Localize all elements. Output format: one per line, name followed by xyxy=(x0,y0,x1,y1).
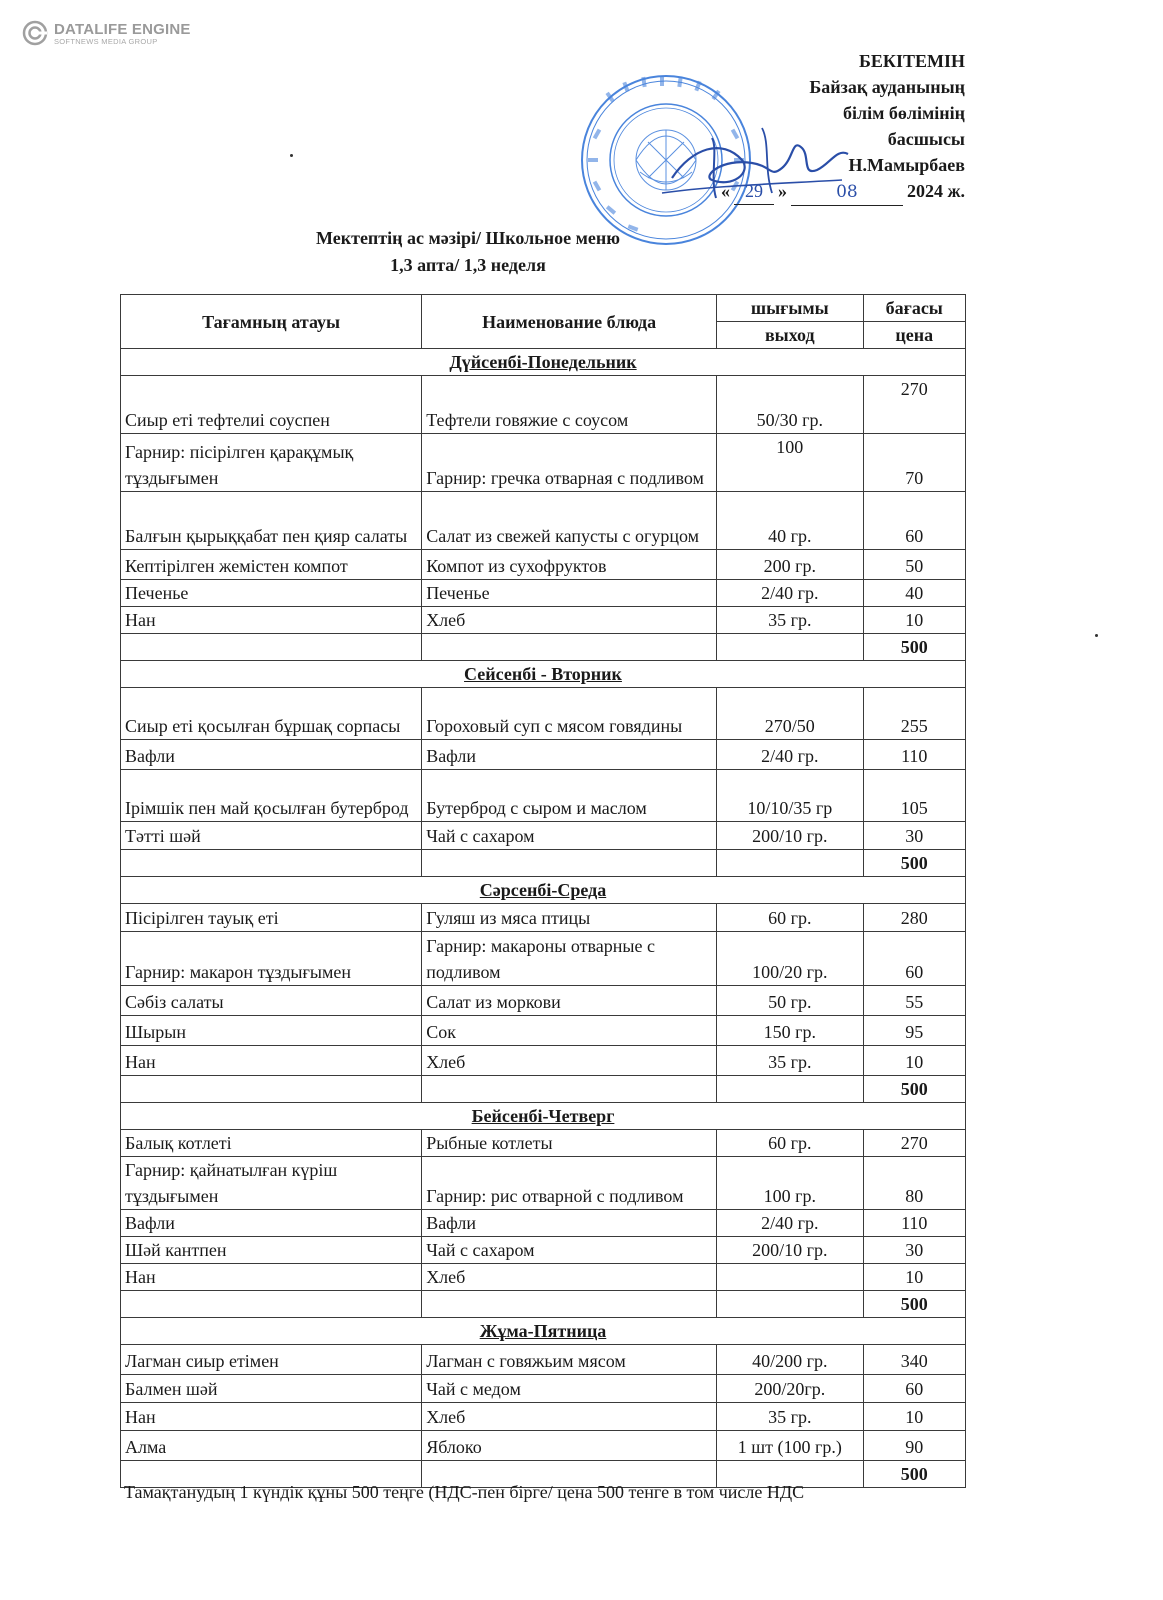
dish-output: 35 гр. xyxy=(717,607,863,634)
dish-output: 150 гр. xyxy=(717,1016,863,1046)
dish-price: 280 xyxy=(863,904,966,932)
document-subtitle: 1,3 апта/ 1,3 неделя xyxy=(390,255,546,275)
day-name xyxy=(121,1318,966,1345)
dish-name-ru: Бутерброд с сыром и маслом xyxy=(422,770,717,822)
dish-name-ru: Хлеб xyxy=(422,607,717,634)
dish-name-ru: Вафли xyxy=(422,1210,717,1237)
header-output-kz: шығымы xyxy=(717,295,863,322)
dish-name-ru: Яблоко xyxy=(422,1431,717,1461)
dish-name-ru: Рыбные котлеты xyxy=(422,1130,717,1157)
dish-price: 30 xyxy=(863,1237,966,1264)
approval-heading: БЕКІТЕМІН xyxy=(859,51,965,71)
dish-name-kz: Тәтті шәй xyxy=(121,822,422,850)
blank-cell xyxy=(121,1291,422,1318)
table-row xyxy=(121,434,966,492)
dish-output: 100/20 гр. xyxy=(717,932,863,986)
dish-output: 100 гр. xyxy=(717,1157,863,1210)
table-row xyxy=(121,1016,966,1046)
approval-line-1: Байзақ ауданының xyxy=(809,77,965,97)
dish-output: 40/200 гр. xyxy=(717,1345,863,1375)
blank-cell xyxy=(121,634,422,661)
table-row xyxy=(121,1345,966,1375)
dish-name-kz: Балғын қырыққабат пен қияр салаты xyxy=(121,492,422,550)
blank-cell xyxy=(121,1076,422,1103)
dish-name-ru: Компот из сухофруктов xyxy=(422,550,717,580)
table-row xyxy=(121,986,966,1016)
day-header-row xyxy=(121,661,966,688)
dish-output: 50 гр. xyxy=(717,986,863,1016)
dish-name-ru: Чай с сахаром xyxy=(422,822,717,850)
dish-output: 200/10 гр. xyxy=(717,1237,863,1264)
table-row xyxy=(121,1431,966,1461)
dish-output: 200 гр. xyxy=(717,550,863,580)
datalife-logo-icon xyxy=(22,20,48,46)
dish-output: 2/40 гр. xyxy=(717,1210,863,1237)
dish-name-ru: Лагман с говяжьим мясом xyxy=(422,1345,717,1375)
dish-name-kz: Гарнир: макарон тұздығымен xyxy=(121,932,422,986)
blank-cell xyxy=(121,850,422,877)
dish-price: 80 xyxy=(863,1157,966,1210)
dish-name-ru: Хлеб xyxy=(422,1403,717,1431)
header-price-ru: цена xyxy=(863,322,966,349)
dish-name-kz: Нан xyxy=(121,1046,422,1076)
dish-name-kz: Сиыр еті тефтелиі соуспен xyxy=(121,376,422,434)
blank-cell xyxy=(422,1291,717,1318)
dish-name-kz: Нан xyxy=(121,1403,422,1431)
dish-price: 110 xyxy=(863,740,966,770)
footer-note: Тамақтанудың 1 күндік құны 500 теңге (НДС-пен бірге/ цена 500 тенге в том числе НДС xyxy=(124,1482,805,1502)
dish-name-ru: Печенье xyxy=(422,580,717,607)
dish-price: 50 xyxy=(863,550,966,580)
document-title: Мектептің ас мәзірі/ Школьное меню xyxy=(315,228,621,248)
dish-name-kz: Сәбіз салаты xyxy=(121,986,422,1016)
table-row xyxy=(121,376,966,434)
day-header-row xyxy=(121,1103,966,1130)
menu-table xyxy=(120,294,966,1488)
dish-name-kz: Ірімшік пен май қосылған бутерброд xyxy=(121,770,422,822)
table-row xyxy=(121,932,966,986)
dish-price: 60 xyxy=(863,1375,966,1403)
dish-name-ru: Чай с сахаром xyxy=(422,1237,717,1264)
dish-price: 255 xyxy=(863,688,966,740)
table-row xyxy=(121,492,966,550)
table-row xyxy=(121,1210,966,1237)
dish-name-kz: Пісірілген тауық еті xyxy=(121,904,422,932)
dish-price: 10 xyxy=(863,1264,966,1291)
table-row xyxy=(121,740,966,770)
dish-name-ru: Тефтели говяжие с соусом xyxy=(422,376,717,434)
scan-speck xyxy=(1095,634,1098,637)
dish-output: 60 гр. xyxy=(717,904,863,932)
dish-output: 200/20гр. xyxy=(717,1375,863,1403)
day-name xyxy=(121,349,966,376)
dish-name-ru: Гуляш из мяса птицы xyxy=(422,904,717,932)
approval-line-3: басшысы xyxy=(887,129,965,149)
blank-cell xyxy=(717,1291,863,1318)
dish-price: 105 xyxy=(863,770,966,822)
day-name xyxy=(121,1103,966,1130)
dish-price: 60 xyxy=(863,492,966,550)
table-row xyxy=(121,550,966,580)
dish-price: 70 xyxy=(863,434,966,492)
blank-cell xyxy=(422,850,717,877)
menu-body xyxy=(121,349,966,1488)
dish-name-ru: Салат из свежей капусты с огурцом xyxy=(422,492,717,550)
dish-name-ru: Салат из моркови xyxy=(422,986,717,1016)
dish-name-ru: Гарнир: рис отварной с подливом xyxy=(422,1157,717,1210)
dish-price: 10 xyxy=(863,607,966,634)
dish-name-kz: Нан xyxy=(121,607,422,634)
dish-name-kz: Балық котлеті xyxy=(121,1130,422,1157)
dish-name-kz: Печенье xyxy=(121,580,422,607)
dish-price: 270 xyxy=(863,376,966,434)
dish-price: 60 xyxy=(863,932,966,986)
dish-name-kz: Гарнир: қайнатылған күріш тұздығымен xyxy=(121,1157,422,1210)
day-name-label: Жұма-Пятница xyxy=(479,1321,607,1341)
dish-name-kz: Лагман сиыр етімен xyxy=(121,1345,422,1375)
dish-output: 35 гр. xyxy=(717,1046,863,1076)
dish-name-kz: Шырын xyxy=(121,1016,422,1046)
day-total-row xyxy=(121,634,966,661)
table-row xyxy=(121,1157,966,1210)
table-row xyxy=(121,607,966,634)
day-total-row xyxy=(121,850,966,877)
date-day: 29 xyxy=(734,178,774,205)
dish-name-kz: Алма xyxy=(121,1431,422,1461)
dish-name-kz: Кептірілген жемістен компот xyxy=(121,550,422,580)
table-row xyxy=(121,770,966,822)
dish-output: 2/40 гр. xyxy=(717,740,863,770)
dish-output: 50/30 гр. xyxy=(717,376,863,434)
dish-price: 10 xyxy=(863,1046,966,1076)
dish-name-kz: Гарнир: пісірілген қарақұмық тұздығымен xyxy=(121,434,422,492)
table-row xyxy=(121,822,966,850)
day-total: 500 xyxy=(863,850,966,877)
dish-price: 10 xyxy=(863,1403,966,1431)
date-month: 08 xyxy=(791,179,903,206)
dish-output xyxy=(717,1264,863,1291)
dish-output: 1 шт (100 гр.) xyxy=(717,1431,863,1461)
dish-output: 2/40 гр. xyxy=(717,580,863,607)
blank-cell xyxy=(717,850,863,877)
dish-name-kz: Вафли xyxy=(121,1210,422,1237)
day-name xyxy=(121,877,966,904)
approval-name: Н.Мамырбаев xyxy=(848,155,965,175)
dish-name-kz: Шәй кантпен xyxy=(121,1237,422,1264)
header-output-ru: выход xyxy=(717,322,863,349)
date-year: 2024 ж. xyxy=(906,181,965,201)
approval-line-2: білім бөлімінің xyxy=(843,103,965,123)
table-row xyxy=(121,1130,966,1157)
dish-output: 10/10/35 гр xyxy=(717,770,863,822)
table-row xyxy=(121,1237,966,1264)
dish-price: 95 xyxy=(863,1016,966,1046)
table-row xyxy=(121,1264,966,1291)
dish-output: 100 xyxy=(717,434,863,492)
dish-price: 40 xyxy=(863,580,966,607)
day-name-label: Сейсенбі - Вторник xyxy=(464,664,622,684)
dish-name-kz: Вафли xyxy=(121,740,422,770)
dish-output: 40 гр. xyxy=(717,492,863,550)
day-total-row xyxy=(121,1076,966,1103)
table-row xyxy=(121,904,966,932)
dish-name-ru: Гарнир: макароны отварные с подливом xyxy=(422,932,717,986)
day-total: 500 xyxy=(863,1461,966,1488)
day-header-row xyxy=(121,877,966,904)
header-ru: Наименование блюда xyxy=(422,295,717,349)
dish-price: 340 xyxy=(863,1345,966,1375)
day-name-label: Бейсенбі-Четверг xyxy=(471,1106,615,1126)
dish-price: 270 xyxy=(863,1130,966,1157)
table-header-row xyxy=(121,295,966,322)
approval-date xyxy=(721,178,965,206)
dish-output: 270/50 xyxy=(717,688,863,740)
day-total: 500 xyxy=(863,1076,966,1103)
dish-price: 110 xyxy=(863,1210,966,1237)
day-total: 500 xyxy=(863,634,966,661)
date-quote-close: » xyxy=(777,181,787,201)
dish-name-ru: Гарнир: гречка отварная с подливом xyxy=(422,434,717,492)
scan-speck xyxy=(290,154,293,157)
day-header-row xyxy=(121,1318,966,1345)
day-name-label: Дүйсенбі-Понедельник xyxy=(449,352,637,372)
date-quote-open: « xyxy=(720,181,730,201)
day-name xyxy=(121,661,966,688)
watermark-brand: DATALIFE ENGINE xyxy=(54,20,191,38)
dish-name-kz: Сиыр еті қосылған бұршақ сорпасы xyxy=(121,688,422,740)
dish-name-ru: Сок xyxy=(422,1016,717,1046)
dish-name-ru: Вафли xyxy=(422,740,717,770)
blank-cell xyxy=(717,634,863,661)
approval-block xyxy=(721,48,965,206)
dish-price: 30 xyxy=(863,822,966,850)
dish-output: 60 гр. xyxy=(717,1130,863,1157)
header-price-kz: бағасы xyxy=(863,295,966,322)
blank-cell xyxy=(422,1076,717,1103)
dish-name-ru: Гороховый суп с мясом говядины xyxy=(422,688,717,740)
watermark-subtitle: SOFTNEWS MEDIA GROUP xyxy=(54,36,158,46)
dish-output: 35 гр. xyxy=(717,1403,863,1431)
dish-price: 55 xyxy=(863,986,966,1016)
table-row xyxy=(121,1046,966,1076)
header-kz: Тағамның атауы xyxy=(121,295,422,349)
dish-name-ru: Хлеб xyxy=(422,1046,717,1076)
day-total-row xyxy=(121,1291,966,1318)
dish-name-ru: Хлеб xyxy=(422,1264,717,1291)
dish-name-kz: Балмен шәй xyxy=(121,1375,422,1403)
watermark xyxy=(22,20,191,46)
table-row xyxy=(121,1403,966,1431)
table-row xyxy=(121,580,966,607)
dish-output: 200/10 гр. xyxy=(717,822,863,850)
dish-name-ru: Чай с медом xyxy=(422,1375,717,1403)
dish-price: 90 xyxy=(863,1431,966,1461)
table-row xyxy=(121,1375,966,1403)
day-name-label: Сәрсенбі-Среда xyxy=(479,880,607,900)
day-header-row xyxy=(121,349,966,376)
day-total: 500 xyxy=(863,1291,966,1318)
dish-name-kz: Нан xyxy=(121,1264,422,1291)
blank-cell xyxy=(422,634,717,661)
table-row xyxy=(121,688,966,740)
blank-cell xyxy=(717,1076,863,1103)
